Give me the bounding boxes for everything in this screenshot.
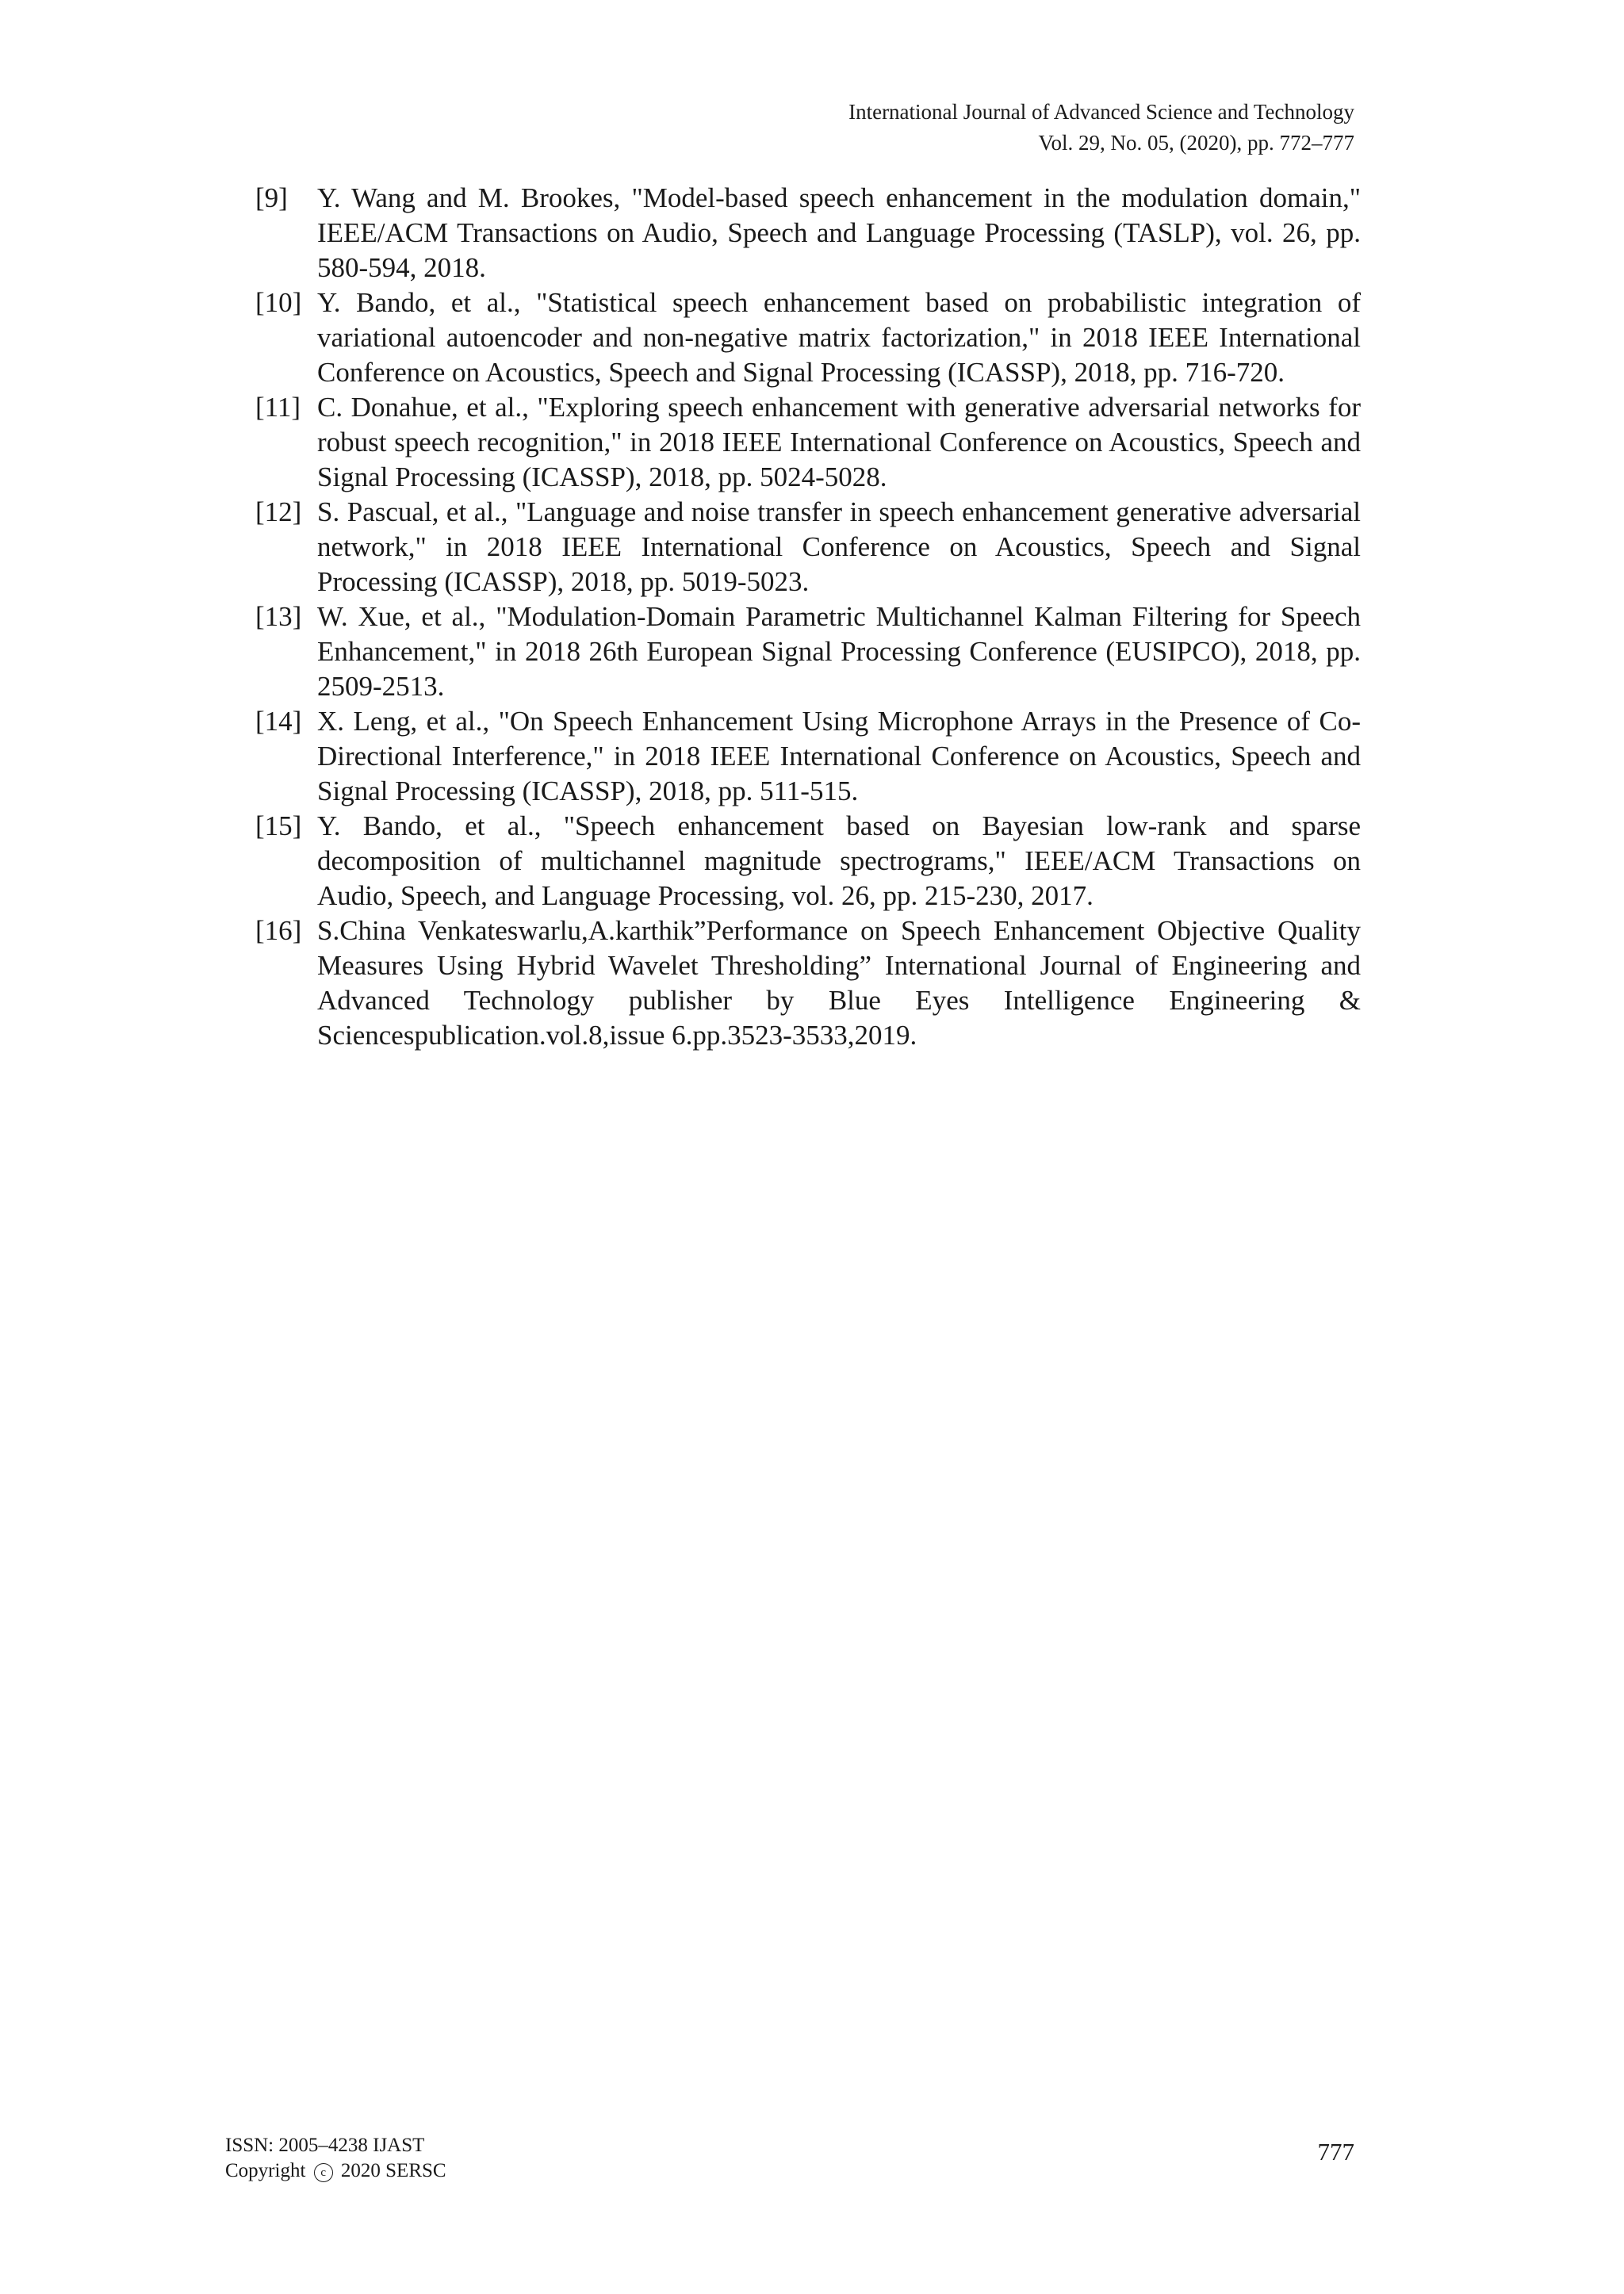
journal-title: International Journal of Advanced Science and Technology: [848, 100, 1354, 124]
reference-text: Y. Bando, et al., "Speech enhancement based on Bayesian low-rank and sparse decomposition of multichannel magnitude spectrograms," IEEE/ACM Transactions on Audio, Speech, and Language Processing, vol. 26, pp. 215-230, 2017.: [317, 810, 1361, 911]
reference-text: X. Leng, et al., "On Speech Enhancement Using Microphone Arrays in the Presence of Co-Directional Interference," in 2018 IEEE International Conference on Acoustics, Speech and Signal Processing (ICASSP), 2018, pp. 511-515.: [317, 706, 1361, 806]
reference-item: [255, 495, 1361, 599]
reference-list: [255, 181, 1361, 1053]
reference-number: [16]: [255, 915, 302, 946]
reference-number: [14]: [255, 706, 302, 737]
reference-item: [255, 599, 1361, 704]
reference-number: [9]: [255, 182, 288, 213]
copyright-label: Copyright: [225, 2160, 306, 2181]
reference-item: [255, 285, 1361, 390]
page-number: 777: [1317, 2138, 1354, 2166]
reference-text: S.China Venkateswarlu,A.karthik”Performance on Speech Enhancement Objective Quality Measures Using Hybrid Wavelet Thresholding” International Journal of Engineering and Advanced Technology publisher by Blue Eyes Intelligence Engineering & Sciencespublication.vol.8,issue 6.pp.3523-3533,2019.: [317, 915, 1361, 1051]
reference-item: [255, 390, 1361, 495]
issn-line: ISSN: 2005–4238 IJAST: [225, 2135, 425, 2156]
reference-number: [12]: [255, 496, 302, 527]
copyright-holder: 2020 SERSC: [340, 2160, 446, 2181]
reference-text: W. Xue, et al., "Modulation-Domain Parametric Multichannel Kalman Filtering for Speech Enhancement," in 2018 26th European Signal Processing Conference (EUSIPCO), 2018, pp. 2509-2513.: [317, 601, 1361, 702]
reference-number: [15]: [255, 810, 302, 841]
reference-item: [255, 913, 1361, 1053]
reference-text: S. Pascual, et al., "Language and noise transfer in speech enhancement generative adversarial network," in 2018 IEEE International Conference on Acoustics, Speech and Signal Processing (ICASSP), 2018, pp. 5019-5023.: [317, 496, 1361, 597]
reference-item: [255, 809, 1361, 913]
reference-text: Y. Bando, et al., "Statistical speech enhancement based on probabilistic integration of variational autoencoder and non-negative matrix factorization," in 2018 IEEE International Conference on Acoustics, Speech and Signal Processing (ICASSP), 2018, pp. 716-720.: [317, 287, 1361, 388]
copyright-line: [225, 2158, 446, 2184]
reference-item: [255, 181, 1361, 285]
reference-item: [255, 704, 1361, 809]
reference-number: [13]: [255, 601, 302, 632]
copyright-icon: c: [314, 2163, 333, 2182]
reference-text: C. Donahue, et al., "Exploring speech enhancement with generative adversarial networks for robust speech recognition," in 2018 IEEE International Conference on Acoustics, Speech and Signal Processing (ICASSP), 2018, pp. 5024-5028.: [317, 392, 1361, 492]
reference-number: [11]: [255, 392, 301, 423]
page-footer: [225, 2133, 446, 2184]
reference-text: Y. Wang and M. Brookes, "Model-based speech enhancement in the modulation domain," IEEE/ACM Transactions on Audio, Speech and Language Processing (TASLP), vol. 26, pp. 580-594, 2018.: [317, 182, 1361, 283]
volume-info: Vol. 29, No. 05, (2020), pp. 772–777: [1038, 131, 1354, 155]
reference-number: [10]: [255, 287, 302, 318]
running-header: [482, 97, 1354, 159]
